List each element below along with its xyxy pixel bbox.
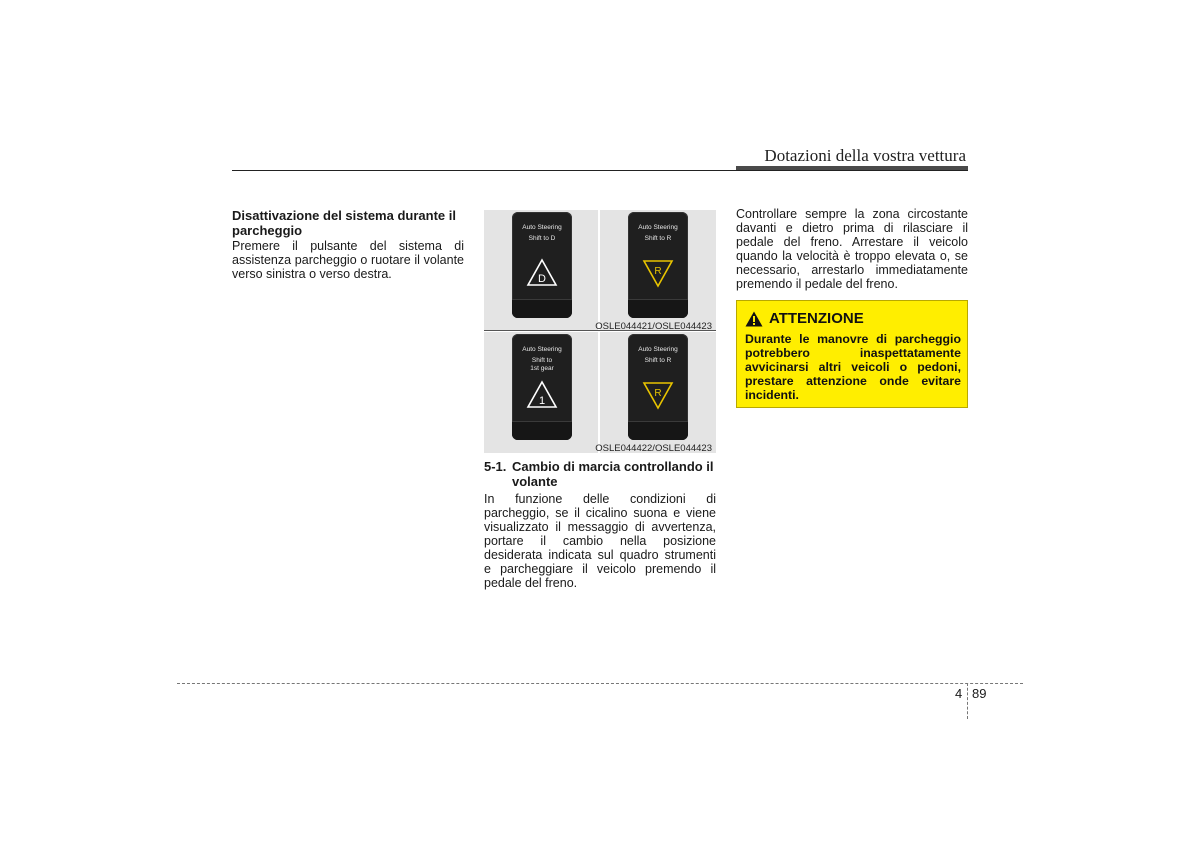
figure-panel-shift-r xyxy=(600,210,716,330)
panel-label-line1: Auto Steering xyxy=(522,224,562,231)
warning-title: ATTENZIONE xyxy=(769,310,864,327)
triangle-symbol: R xyxy=(654,388,662,399)
middle-column-body: In funzione delle condizioni di parcheggio, se il cicalino suona e viene visualizzato il messaggio di avvertenza, portare il cambio nella posizione desiderata indicata sul quadro strumenti e parcheggiare il veicolo premendo il pedale del freno. xyxy=(484,492,716,590)
panel-label-line3: 1st gear xyxy=(530,365,554,372)
display-message-button xyxy=(628,212,688,318)
button-foot xyxy=(628,299,688,318)
footer-dashed-rule xyxy=(177,683,1023,684)
footer-dashed-divider xyxy=(967,683,968,719)
panel-label-line1: Auto Steering xyxy=(638,346,678,353)
triangle-symbol: D xyxy=(538,273,546,285)
warning-triangle-white-icon xyxy=(526,258,558,288)
panel-label-line2: Shift to D xyxy=(528,235,556,242)
right-column xyxy=(736,207,968,291)
display-message-button xyxy=(512,334,572,440)
figure-code-top: OSLE044421/OSLE044423 xyxy=(595,321,712,332)
warning-body: Durante le manovre di parcheggio potrebbero inaspettatamente avvicinarsi altri veicoli o pedoni, prestare attenzione onde evitare incidenti. xyxy=(745,332,961,402)
panel-label-line1: Auto Steering xyxy=(522,346,562,353)
figure-panel-shift-r-2 xyxy=(600,332,716,453)
warning-header xyxy=(745,310,864,327)
warning-triangle-white-icon xyxy=(526,380,558,410)
warning-triangle-yellow-icon xyxy=(642,258,674,288)
figure-code-bottom: OSLE044422/OSLE044423 xyxy=(595,443,712,454)
button-foot xyxy=(512,421,572,440)
triangle-symbol: R xyxy=(654,266,662,277)
section-heading-cambio xyxy=(484,459,716,489)
button-foot xyxy=(512,299,572,318)
section-number: 5-1. xyxy=(484,459,507,474)
middle-column xyxy=(484,459,716,590)
panel-label-line2: Shift to R xyxy=(644,235,672,242)
shift-message-figure xyxy=(484,210,716,453)
page-number: 89 xyxy=(972,686,987,701)
display-message-button xyxy=(512,212,572,318)
warning-box xyxy=(736,300,968,408)
panel-label-line2: Shift to xyxy=(531,357,553,364)
warning-triangle-icon xyxy=(745,311,763,327)
left-column-body: Premere il pulsante del sistema di assistenza parcheggio o ruotare il volante verso sinistra o verso destra. xyxy=(232,239,464,281)
header-rule xyxy=(232,170,968,171)
figure-panel-shift-1st xyxy=(484,332,598,453)
panel-label-line1: Auto Steering xyxy=(638,224,678,231)
display-message-button xyxy=(628,334,688,440)
figure-panel-shift-d xyxy=(484,210,598,330)
triangle-symbol: 1 xyxy=(538,395,546,407)
running-head-title: Dotazioni della vostra vettura xyxy=(764,146,966,165)
left-column xyxy=(232,208,464,281)
warning-triangle-yellow-icon xyxy=(642,380,674,410)
chapter-number: 4 xyxy=(955,686,963,701)
section-heading-text: Cambio di marcia controllando il volante xyxy=(512,459,714,489)
button-foot xyxy=(628,421,688,440)
section-heading-disattivazione: Disattivazione del sistema durante il parcheggio xyxy=(232,208,456,238)
panel-label-line2: Shift to R xyxy=(644,357,672,364)
right-column-body: Controllare sempre la zona circostante davanti e dietro prima di rilasciare il pedale del freno. Arrestare il veicolo quando la velocità è troppo elevata o, se necessario, arrestarlo immediatamente premendo il pedale del freno. xyxy=(736,207,968,291)
